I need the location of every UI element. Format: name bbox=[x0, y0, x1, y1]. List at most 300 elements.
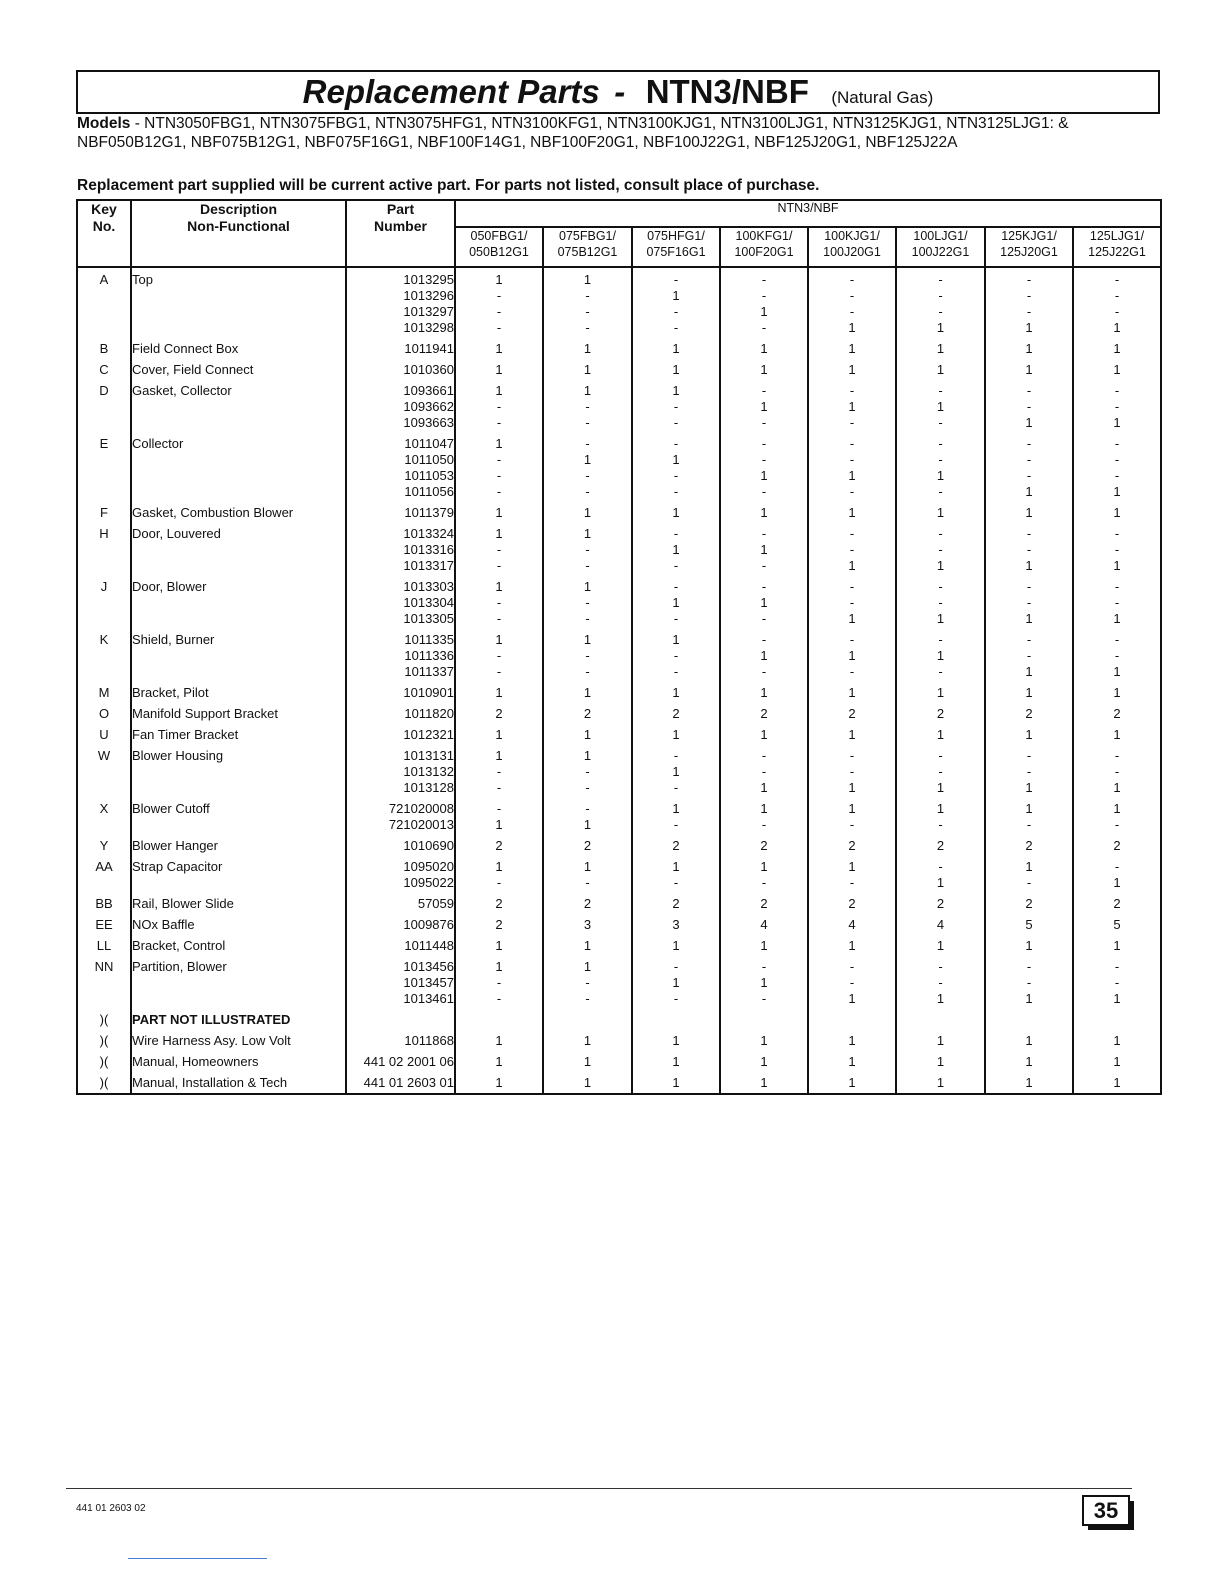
quantity-cell: 1 bbox=[720, 500, 808, 521]
quantity-cell: - bbox=[808, 764, 896, 780]
quantity-cell: 1 bbox=[543, 500, 632, 521]
quantity-cell: 1 bbox=[455, 574, 543, 595]
title-subtitle: (Natural Gas) bbox=[831, 88, 934, 107]
quantity-cell: 1 bbox=[896, 1049, 985, 1070]
key-cell bbox=[77, 415, 131, 431]
quantity-cell: 1 bbox=[1073, 664, 1161, 680]
quantity-cell: - bbox=[632, 468, 720, 484]
table-row bbox=[77, 975, 1161, 991]
quantity-cell: 1 bbox=[1073, 875, 1161, 891]
description-cell: Manual, Installation & Tech bbox=[131, 1070, 346, 1094]
description-cell bbox=[131, 595, 346, 611]
quantity-cell: - bbox=[985, 574, 1073, 595]
table-row bbox=[77, 627, 1161, 648]
description-cell bbox=[131, 611, 346, 627]
quantity-cell: - bbox=[720, 415, 808, 431]
table-row bbox=[77, 452, 1161, 468]
quantity-cell: 2 bbox=[455, 891, 543, 912]
model-group-header: NTN3/NBF bbox=[455, 200, 1161, 227]
quantity-cell: 1 bbox=[543, 817, 632, 833]
quantity-cell: 2 bbox=[1073, 891, 1161, 912]
quantity-cell: 2 bbox=[543, 891, 632, 912]
table-row bbox=[77, 595, 1161, 611]
quantity-cell: 1 bbox=[455, 743, 543, 764]
quantity-cell: 1 bbox=[808, 500, 896, 521]
part-number-cell: 1010901 bbox=[346, 680, 455, 701]
quantity-cell: - bbox=[1073, 595, 1161, 611]
key-cell bbox=[77, 648, 131, 664]
key-cell: LL bbox=[77, 933, 131, 954]
description-cell: PART NOT ILLUSTRATED bbox=[131, 1007, 346, 1028]
quantity-cell: 1 bbox=[808, 468, 896, 484]
quantity-cell: - bbox=[455, 468, 543, 484]
part-number-cell: 441 02 2001 06 bbox=[346, 1049, 455, 1070]
quantity-cell: - bbox=[1073, 764, 1161, 780]
key-cell: A bbox=[77, 267, 131, 288]
quantity-cell: 1 bbox=[455, 1028, 543, 1049]
quantity-cell: 2 bbox=[985, 701, 1073, 722]
quantity-cell: 1 bbox=[543, 521, 632, 542]
quantity-cell: 1 bbox=[543, 743, 632, 764]
part-number-cell: 1095022 bbox=[346, 875, 455, 891]
quantity-cell: - bbox=[543, 431, 632, 452]
table-row bbox=[77, 558, 1161, 574]
quantity-cell: 1 bbox=[896, 399, 985, 415]
quantity-cell: - bbox=[455, 288, 543, 304]
key-cell bbox=[77, 288, 131, 304]
quantity-cell: 1 bbox=[632, 357, 720, 378]
description-header: Description Non-Functional bbox=[131, 200, 346, 267]
part-number-cell: 1012321 bbox=[346, 722, 455, 743]
quantity-cell: - bbox=[632, 574, 720, 595]
key-cell bbox=[77, 875, 131, 891]
quantity-cell: - bbox=[632, 267, 720, 288]
quantity-cell: - bbox=[632, 743, 720, 764]
quantity-cell: - bbox=[1073, 648, 1161, 664]
table-row bbox=[77, 954, 1161, 975]
quantity-cell: - bbox=[985, 288, 1073, 304]
quantity-cell: - bbox=[896, 378, 985, 399]
quantity-cell: - bbox=[720, 484, 808, 500]
key-cell bbox=[77, 764, 131, 780]
description-cell bbox=[131, 468, 346, 484]
replacement-note: Replacement part supplied will be current active part. For parts not listed, consult place of purchase. bbox=[77, 177, 820, 194]
quantity-cell: 1 bbox=[632, 722, 720, 743]
quantity-cell: 1 bbox=[720, 357, 808, 378]
quantity-cell: 1 bbox=[543, 452, 632, 468]
quantity-cell: - bbox=[1073, 267, 1161, 288]
quantity-cell: 2 bbox=[455, 912, 543, 933]
table-row bbox=[77, 991, 1161, 1007]
quantity-cell: - bbox=[985, 954, 1073, 975]
part-number-cell: 1093662 bbox=[346, 399, 455, 415]
quantity-cell: - bbox=[543, 399, 632, 415]
key-cell: Y bbox=[77, 833, 131, 854]
key-cell bbox=[77, 484, 131, 500]
quantity-cell: - bbox=[808, 574, 896, 595]
quantity-cell: 1 bbox=[808, 854, 896, 875]
table-row bbox=[77, 288, 1161, 304]
quantity-cell: - bbox=[1073, 399, 1161, 415]
quantity-cell: - bbox=[543, 875, 632, 891]
table-row bbox=[77, 521, 1161, 542]
quantity-cell: - bbox=[720, 320, 808, 336]
quantity-cell: - bbox=[1073, 378, 1161, 399]
quantity-cell: - bbox=[808, 875, 896, 891]
title-separator: - bbox=[614, 73, 626, 110]
quantity-cell: - bbox=[632, 875, 720, 891]
quantity-cell: 1 bbox=[1073, 780, 1161, 796]
quantity-cell: - bbox=[808, 542, 896, 558]
quantity-cell: - bbox=[455, 780, 543, 796]
key-cell: C bbox=[77, 357, 131, 378]
quantity-cell: 1 bbox=[720, 680, 808, 701]
description-cell bbox=[131, 817, 346, 833]
quantity-cell: - bbox=[455, 542, 543, 558]
quantity-cell: 1 bbox=[1073, 722, 1161, 743]
quantity-cell: 1 bbox=[455, 357, 543, 378]
quantity-cell: - bbox=[632, 399, 720, 415]
part-number-cell: 1013128 bbox=[346, 780, 455, 796]
model-column-header: 125LJG1/ 125J22G1 bbox=[1073, 227, 1161, 267]
quantity-cell: 5 bbox=[985, 912, 1073, 933]
table-row bbox=[77, 1007, 1161, 1028]
quantity-cell: - bbox=[455, 558, 543, 574]
quantity-cell: - bbox=[896, 574, 985, 595]
key-cell: B bbox=[77, 336, 131, 357]
quantity-cell: - bbox=[896, 627, 985, 648]
part-number-cell: 1013132 bbox=[346, 764, 455, 780]
quantity-cell: 1 bbox=[896, 796, 985, 817]
quantity-cell: 2 bbox=[808, 701, 896, 722]
quantity-cell: - bbox=[1073, 452, 1161, 468]
part-number-cell: 1013316 bbox=[346, 542, 455, 558]
description-cell: Door, Blower bbox=[131, 574, 346, 595]
quantity-cell: 1 bbox=[808, 1049, 896, 1070]
quantity-cell: - bbox=[896, 304, 985, 320]
quantity-cell: 1 bbox=[1073, 933, 1161, 954]
quantity-cell: - bbox=[632, 817, 720, 833]
quantity-cell: 1 bbox=[543, 336, 632, 357]
quantity-cell: 1 bbox=[455, 267, 543, 288]
table-row bbox=[77, 611, 1161, 627]
part-number-cell: 1009876 bbox=[346, 912, 455, 933]
part-number-cell: 1013457 bbox=[346, 975, 455, 991]
quantity-cell: 2 bbox=[896, 833, 985, 854]
description-cell bbox=[131, 288, 346, 304]
quantity-cell: 2 bbox=[720, 833, 808, 854]
quantity-cell: 1 bbox=[985, 484, 1073, 500]
quantity-cell: 1 bbox=[896, 468, 985, 484]
quantity-cell: - bbox=[632, 484, 720, 500]
quantity-cell: 1 bbox=[455, 933, 543, 954]
quantity-cell: 2 bbox=[985, 891, 1073, 912]
quantity-cell: - bbox=[543, 542, 632, 558]
part-number-cell: 1013303 bbox=[346, 574, 455, 595]
quantity-cell: 2 bbox=[632, 891, 720, 912]
quantity-cell: - bbox=[896, 975, 985, 991]
quantity-cell: - bbox=[1073, 304, 1161, 320]
quantity-cell: - bbox=[1073, 627, 1161, 648]
quantity-cell: - bbox=[896, 954, 985, 975]
models-text: - NTN3050FBG1, NTN3075FBG1, NTN3075HFG1, NTN3100KFG1, NTN3100KJG1, NTN3100LJG1, NTN3125KJG1, NTN3125LJG1: & NBF050B12G1, NBF075B12G1, NBF075F16G1, NBF100F14G1, NBF100F20G1, NBF100J22G1, NBF125J20G1, NBF125J22A bbox=[77, 115, 1069, 151]
quantity-cell: - bbox=[543, 975, 632, 991]
quantity-cell: 1 bbox=[720, 542, 808, 558]
quantity-cell: - bbox=[896, 764, 985, 780]
quantity-cell: - bbox=[1073, 288, 1161, 304]
parts-table bbox=[76, 199, 1162, 1095]
quantity-cell: - bbox=[808, 817, 896, 833]
quantity-cell: - bbox=[985, 452, 1073, 468]
description-cell: Rail, Blower Slide bbox=[131, 891, 346, 912]
key-cell bbox=[77, 780, 131, 796]
quantity-cell bbox=[455, 1007, 543, 1028]
quantity-cell: - bbox=[543, 558, 632, 574]
quantity-cell: - bbox=[720, 991, 808, 1007]
quantity-cell: - bbox=[808, 304, 896, 320]
quantity-cell: - bbox=[985, 468, 1073, 484]
quantity-cell: 1 bbox=[632, 452, 720, 468]
part-number-cell: 1013131 bbox=[346, 743, 455, 764]
quantity-cell: 4 bbox=[896, 912, 985, 933]
table-row bbox=[77, 1070, 1161, 1094]
quantity-cell: 1 bbox=[808, 558, 896, 574]
quantity-cell: 2 bbox=[720, 701, 808, 722]
key-cell: X bbox=[77, 796, 131, 817]
quantity-cell: - bbox=[543, 320, 632, 336]
table-row bbox=[77, 574, 1161, 595]
description-cell: Blower Hanger bbox=[131, 833, 346, 854]
quantity-cell: - bbox=[632, 648, 720, 664]
quantity-cell: - bbox=[720, 558, 808, 574]
quantity-cell: 1 bbox=[632, 1070, 720, 1094]
page-title: Replacement Parts bbox=[302, 73, 600, 110]
quantity-cell: 1 bbox=[1073, 611, 1161, 627]
quantity-cell bbox=[632, 1007, 720, 1028]
quantity-cell: - bbox=[808, 288, 896, 304]
quantity-cell: - bbox=[896, 484, 985, 500]
quantity-cell: - bbox=[985, 648, 1073, 664]
description-cell bbox=[131, 558, 346, 574]
quantity-cell: - bbox=[808, 743, 896, 764]
quantity-cell: - bbox=[985, 595, 1073, 611]
quantity-cell: 1 bbox=[720, 975, 808, 991]
table-row bbox=[77, 500, 1161, 521]
table-row bbox=[77, 1049, 1161, 1070]
quantity-cell: - bbox=[1073, 975, 1161, 991]
table-row bbox=[77, 468, 1161, 484]
quantity-cell: 1 bbox=[632, 500, 720, 521]
description-cell: Cover, Field Connect bbox=[131, 357, 346, 378]
part-number-cell: 1011047 bbox=[346, 431, 455, 452]
quantity-cell: - bbox=[543, 664, 632, 680]
quantity-cell: - bbox=[985, 627, 1073, 648]
description-cell bbox=[131, 875, 346, 891]
part-number-cell: 57059 bbox=[346, 891, 455, 912]
quantity-cell: - bbox=[1073, 954, 1161, 975]
quantity-cell: 1 bbox=[543, 854, 632, 875]
table-row bbox=[77, 680, 1161, 701]
table-row bbox=[77, 378, 1161, 399]
description-cell: Gasket, Collector bbox=[131, 378, 346, 399]
quantity-cell: 1 bbox=[720, 304, 808, 320]
description-cell bbox=[131, 664, 346, 680]
description-cell: Manifold Support Bracket bbox=[131, 701, 346, 722]
part-number-cell: 1011448 bbox=[346, 933, 455, 954]
model-column-header: 075FBG1/ 075B12G1 bbox=[543, 227, 632, 267]
quantity-cell: - bbox=[896, 743, 985, 764]
quantity-cell: 3 bbox=[632, 912, 720, 933]
quantity-cell: 1 bbox=[985, 1070, 1073, 1094]
quantity-cell: 1 bbox=[1073, 500, 1161, 521]
quantity-cell: 1 bbox=[720, 1028, 808, 1049]
key-cell: )( bbox=[77, 1028, 131, 1049]
quantity-cell: - bbox=[808, 415, 896, 431]
quantity-cell: 1 bbox=[985, 991, 1073, 1007]
quantity-cell: - bbox=[455, 595, 543, 611]
quantity-cell: - bbox=[985, 399, 1073, 415]
description-cell: Gasket, Combustion Blower bbox=[131, 500, 346, 521]
quantity-cell: 1 bbox=[455, 521, 543, 542]
quantity-cell: 1 bbox=[632, 595, 720, 611]
quantity-cell: - bbox=[985, 817, 1073, 833]
quantity-cell: 1 bbox=[896, 680, 985, 701]
quantity-cell: - bbox=[543, 415, 632, 431]
quantity-cell: - bbox=[632, 780, 720, 796]
quantity-cell: 1 bbox=[896, 875, 985, 891]
part-number-cell bbox=[346, 1007, 455, 1028]
description-cell: NOx Baffle bbox=[131, 912, 346, 933]
quantity-cell: 1 bbox=[985, 415, 1073, 431]
quantity-cell: 1 bbox=[720, 648, 808, 664]
table-row bbox=[77, 817, 1161, 833]
quantity-cell: 1 bbox=[720, 722, 808, 743]
quantity-cell: - bbox=[720, 267, 808, 288]
quantity-cell: 1 bbox=[896, 991, 985, 1007]
description-cell bbox=[131, 320, 346, 336]
quantity-cell: 1 bbox=[720, 933, 808, 954]
quantity-cell bbox=[896, 1007, 985, 1028]
quantity-cell: 1 bbox=[985, 664, 1073, 680]
quantity-cell: - bbox=[543, 648, 632, 664]
quantity-cell: 1 bbox=[455, 954, 543, 975]
quantity-cell: 2 bbox=[1073, 701, 1161, 722]
description-cell: Bracket, Control bbox=[131, 933, 346, 954]
models-list bbox=[77, 114, 1167, 152]
quantity-cell: - bbox=[720, 764, 808, 780]
quantity-cell: - bbox=[543, 595, 632, 611]
quantity-cell: - bbox=[720, 875, 808, 891]
decorative-line bbox=[128, 1558, 267, 1559]
quantity-cell: - bbox=[720, 574, 808, 595]
table-row bbox=[77, 304, 1161, 320]
quantity-cell: - bbox=[808, 452, 896, 468]
quantity-cell: 1 bbox=[808, 933, 896, 954]
quantity-cell: 1 bbox=[985, 796, 1073, 817]
table-row bbox=[77, 484, 1161, 500]
key-cell: AA bbox=[77, 854, 131, 875]
key-cell: W bbox=[77, 743, 131, 764]
quantity-cell: - bbox=[455, 764, 543, 780]
key-cell bbox=[77, 399, 131, 415]
quantity-cell: 1 bbox=[720, 1049, 808, 1070]
quantity-cell: - bbox=[896, 267, 985, 288]
quantity-cell: 1 bbox=[632, 1049, 720, 1070]
key-cell: BB bbox=[77, 891, 131, 912]
quantity-cell: 1 bbox=[985, 336, 1073, 357]
key-cell bbox=[77, 817, 131, 833]
part-number-cell: 1093663 bbox=[346, 415, 455, 431]
quantity-cell: 1 bbox=[455, 431, 543, 452]
key-cell bbox=[77, 595, 131, 611]
description-cell bbox=[131, 542, 346, 558]
quantity-cell: - bbox=[455, 399, 543, 415]
key-cell bbox=[77, 542, 131, 558]
part-number-cell: 441 01 2603 01 bbox=[346, 1070, 455, 1094]
quantity-cell: - bbox=[896, 452, 985, 468]
models-label: Models bbox=[77, 115, 131, 132]
quantity-cell: 1 bbox=[543, 627, 632, 648]
part-number-cell: 1011941 bbox=[346, 336, 455, 357]
description-cell: Top bbox=[131, 267, 346, 288]
quantity-cell: - bbox=[543, 484, 632, 500]
description-cell bbox=[131, 648, 346, 664]
quantity-cell: - bbox=[808, 267, 896, 288]
description-cell bbox=[131, 399, 346, 415]
quantity-cell: 2 bbox=[543, 701, 632, 722]
part-number-cell: 1011056 bbox=[346, 484, 455, 500]
title-model: NTN3/NBF bbox=[645, 73, 809, 110]
quantity-cell: - bbox=[720, 743, 808, 764]
quantity-cell: 1 bbox=[896, 1028, 985, 1049]
quantity-cell: 1 bbox=[632, 627, 720, 648]
quantity-cell: 1 bbox=[632, 796, 720, 817]
quantity-cell: 1 bbox=[985, 680, 1073, 701]
quantity-cell: - bbox=[632, 954, 720, 975]
quantity-cell bbox=[985, 1007, 1073, 1028]
key-cell bbox=[77, 611, 131, 627]
quantity-cell: 1 bbox=[1073, 680, 1161, 701]
quantity-cell: 1 bbox=[896, 320, 985, 336]
page-title-box bbox=[76, 70, 1160, 114]
description-cell bbox=[131, 975, 346, 991]
quantity-cell: 1 bbox=[1073, 320, 1161, 336]
table-row bbox=[77, 780, 1161, 796]
key-cell: K bbox=[77, 627, 131, 648]
quantity-cell: 1 bbox=[896, 780, 985, 796]
part-number-cell: 721020013 bbox=[346, 817, 455, 833]
quantity-cell: 1 bbox=[985, 722, 1073, 743]
part-number-cell: 1011820 bbox=[346, 701, 455, 722]
description-cell: Wire Harness Asy. Low Volt bbox=[131, 1028, 346, 1049]
model-column-header: 100LJG1/ 100J22G1 bbox=[896, 227, 985, 267]
quantity-cell: 2 bbox=[543, 833, 632, 854]
quantity-cell: - bbox=[985, 743, 1073, 764]
quantity-cell: - bbox=[632, 320, 720, 336]
quantity-cell: - bbox=[720, 817, 808, 833]
quantity-cell: - bbox=[896, 415, 985, 431]
part-number-cell: 1013317 bbox=[346, 558, 455, 574]
description-cell: Fan Timer Bracket bbox=[131, 722, 346, 743]
quantity-cell: - bbox=[985, 975, 1073, 991]
quantity-cell: 1 bbox=[455, 1049, 543, 1070]
table-row bbox=[77, 743, 1161, 764]
table-row bbox=[77, 320, 1161, 336]
quantity-cell bbox=[1073, 1007, 1161, 1028]
description-cell: Collector bbox=[131, 431, 346, 452]
model-column-header: 075HFG1/ 075F16G1 bbox=[632, 227, 720, 267]
part-number-cell: 1013297 bbox=[346, 304, 455, 320]
